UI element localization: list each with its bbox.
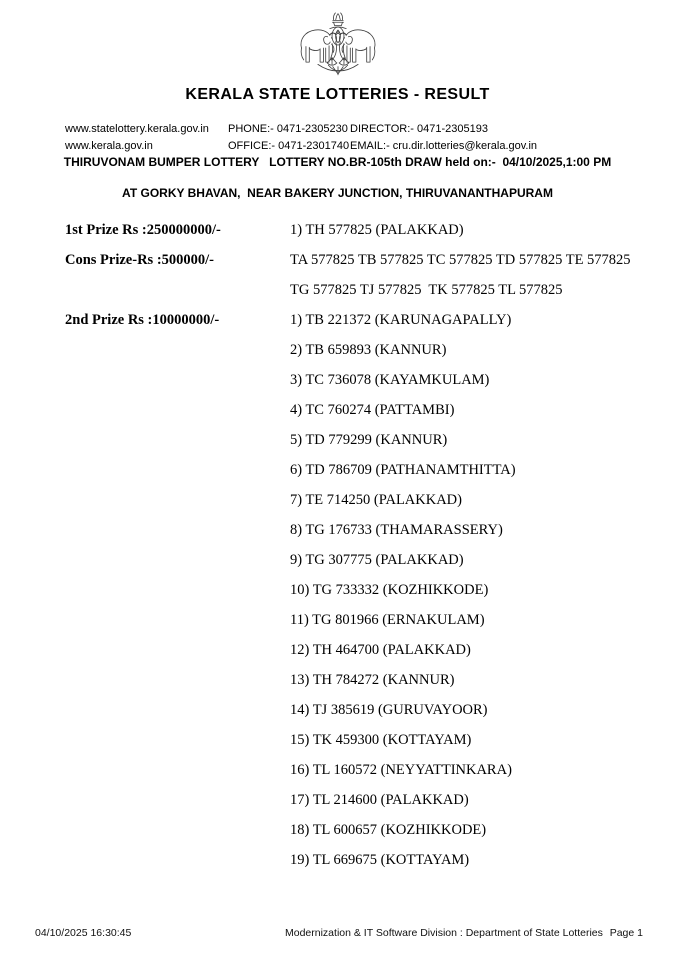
result-row xyxy=(65,215,645,245)
footer-page-number: Page 1 xyxy=(609,927,643,939)
winning-numbers xyxy=(290,305,645,875)
winning-numbers xyxy=(290,215,645,245)
winning-number-line: 7) TE 714250 (PALAKKAD) xyxy=(290,492,462,508)
winning-number-line: 9) TG 307775 (PALAKKAD) xyxy=(290,552,464,568)
winning-number-line: 18) TL 600657 (KOZHIKKODE) xyxy=(290,822,487,838)
kerala-state-emblem-icon xyxy=(297,6,379,84)
winning-numbers xyxy=(290,245,645,305)
office-phone: OFFICE:- 0471-2301740 xyxy=(228,140,350,152)
winning-number-line: 14) TJ 385619 (GURUVAYOOR) xyxy=(290,702,488,718)
website-link-statelottery[interactable]: www.statelottery.kerala.gov.in xyxy=(65,123,209,135)
winning-number-line: 11) TG 801966 (ERNAKULAM) xyxy=(290,612,485,628)
winning-number-line: 16) TL 160572 (NEYYATTINKARA) xyxy=(290,762,512,778)
winning-number-line: 1) TB 221372 (KARUNAGAPALLY) xyxy=(290,312,512,328)
prize-label: Cons Prize-Rs :500000/- xyxy=(65,252,215,268)
winning-number-line: 13) TH 784272 (KANNUR) xyxy=(290,672,455,688)
venue-line: AT GORKY BHAVAN, NEAR BAKERY JUNCTION, THIRUVANANTHAPURAM xyxy=(122,186,553,200)
winning-number-line: TA 577825 TB 577825 TC 577825 TD 577825 TE 577825 xyxy=(290,252,631,268)
draw-info-line: THIRUVONAM BUMPER LOTTERY LOTTERY NO.BR-105th DRAW held on:- 04/10/2025,1:00 PM xyxy=(63,155,612,169)
winning-number-line: TG 577825 TJ 577825 TK 577825 TL 577825 xyxy=(290,282,563,298)
director-phone: DIRECTOR:- 0471-2305193 xyxy=(350,123,488,135)
contact-info xyxy=(65,122,610,153)
website-link-kerala[interactable]: www.kerala.gov.in xyxy=(65,140,153,152)
winning-number-line: 6) TD 786709 (PATHANAMTHITTA) xyxy=(290,462,516,478)
result-row xyxy=(65,305,645,875)
results-table xyxy=(65,215,645,875)
prize-label: 2nd Prize Rs :10000000/- xyxy=(65,312,220,328)
footer-timestamp: 04/10/2025 16:30:45 xyxy=(35,927,132,939)
winning-number-line: 10) TG 733332 (KOZHIKKODE) xyxy=(290,582,489,598)
prize-label: 1st Prize Rs :250000000/- xyxy=(65,222,221,238)
winning-number-line: 3) TC 736078 (KAYAMKULAM) xyxy=(290,372,490,388)
winning-number-line: 19) TL 669675 (KOTTAYAM) xyxy=(290,852,470,868)
winning-number-line: 2) TB 659893 (KANNUR) xyxy=(290,342,447,358)
result-row xyxy=(65,245,645,305)
winning-number-line: 15) TK 459300 (KOTTAYAM) xyxy=(290,732,472,748)
winning-number-line: 1) TH 577825 (PALAKKAD) xyxy=(290,222,464,238)
footer-division: Modernization & IT Software Division : Department of State Lotteries xyxy=(285,927,603,939)
winning-number-line: 8) TG 176733 (THAMARASSERY) xyxy=(290,522,503,538)
winning-number-line: 5) TD 779299 (KANNUR) xyxy=(290,432,448,448)
email-address: EMAIL:- cru.dir.lotteries@kerala.gov.in xyxy=(350,140,538,152)
winning-number-line: 17) TL 214600 (PALAKKAD) xyxy=(290,792,469,808)
phone-number: PHONE:- 0471-2305230 xyxy=(228,123,348,135)
winning-number-line: 12) TH 464700 (PALAKKAD) xyxy=(290,642,471,658)
winning-number-line: 4) TC 760274 (PATTAMBI) xyxy=(290,402,455,418)
page-title: KERALA STATE LOTTERIES - RESULT xyxy=(185,86,490,103)
